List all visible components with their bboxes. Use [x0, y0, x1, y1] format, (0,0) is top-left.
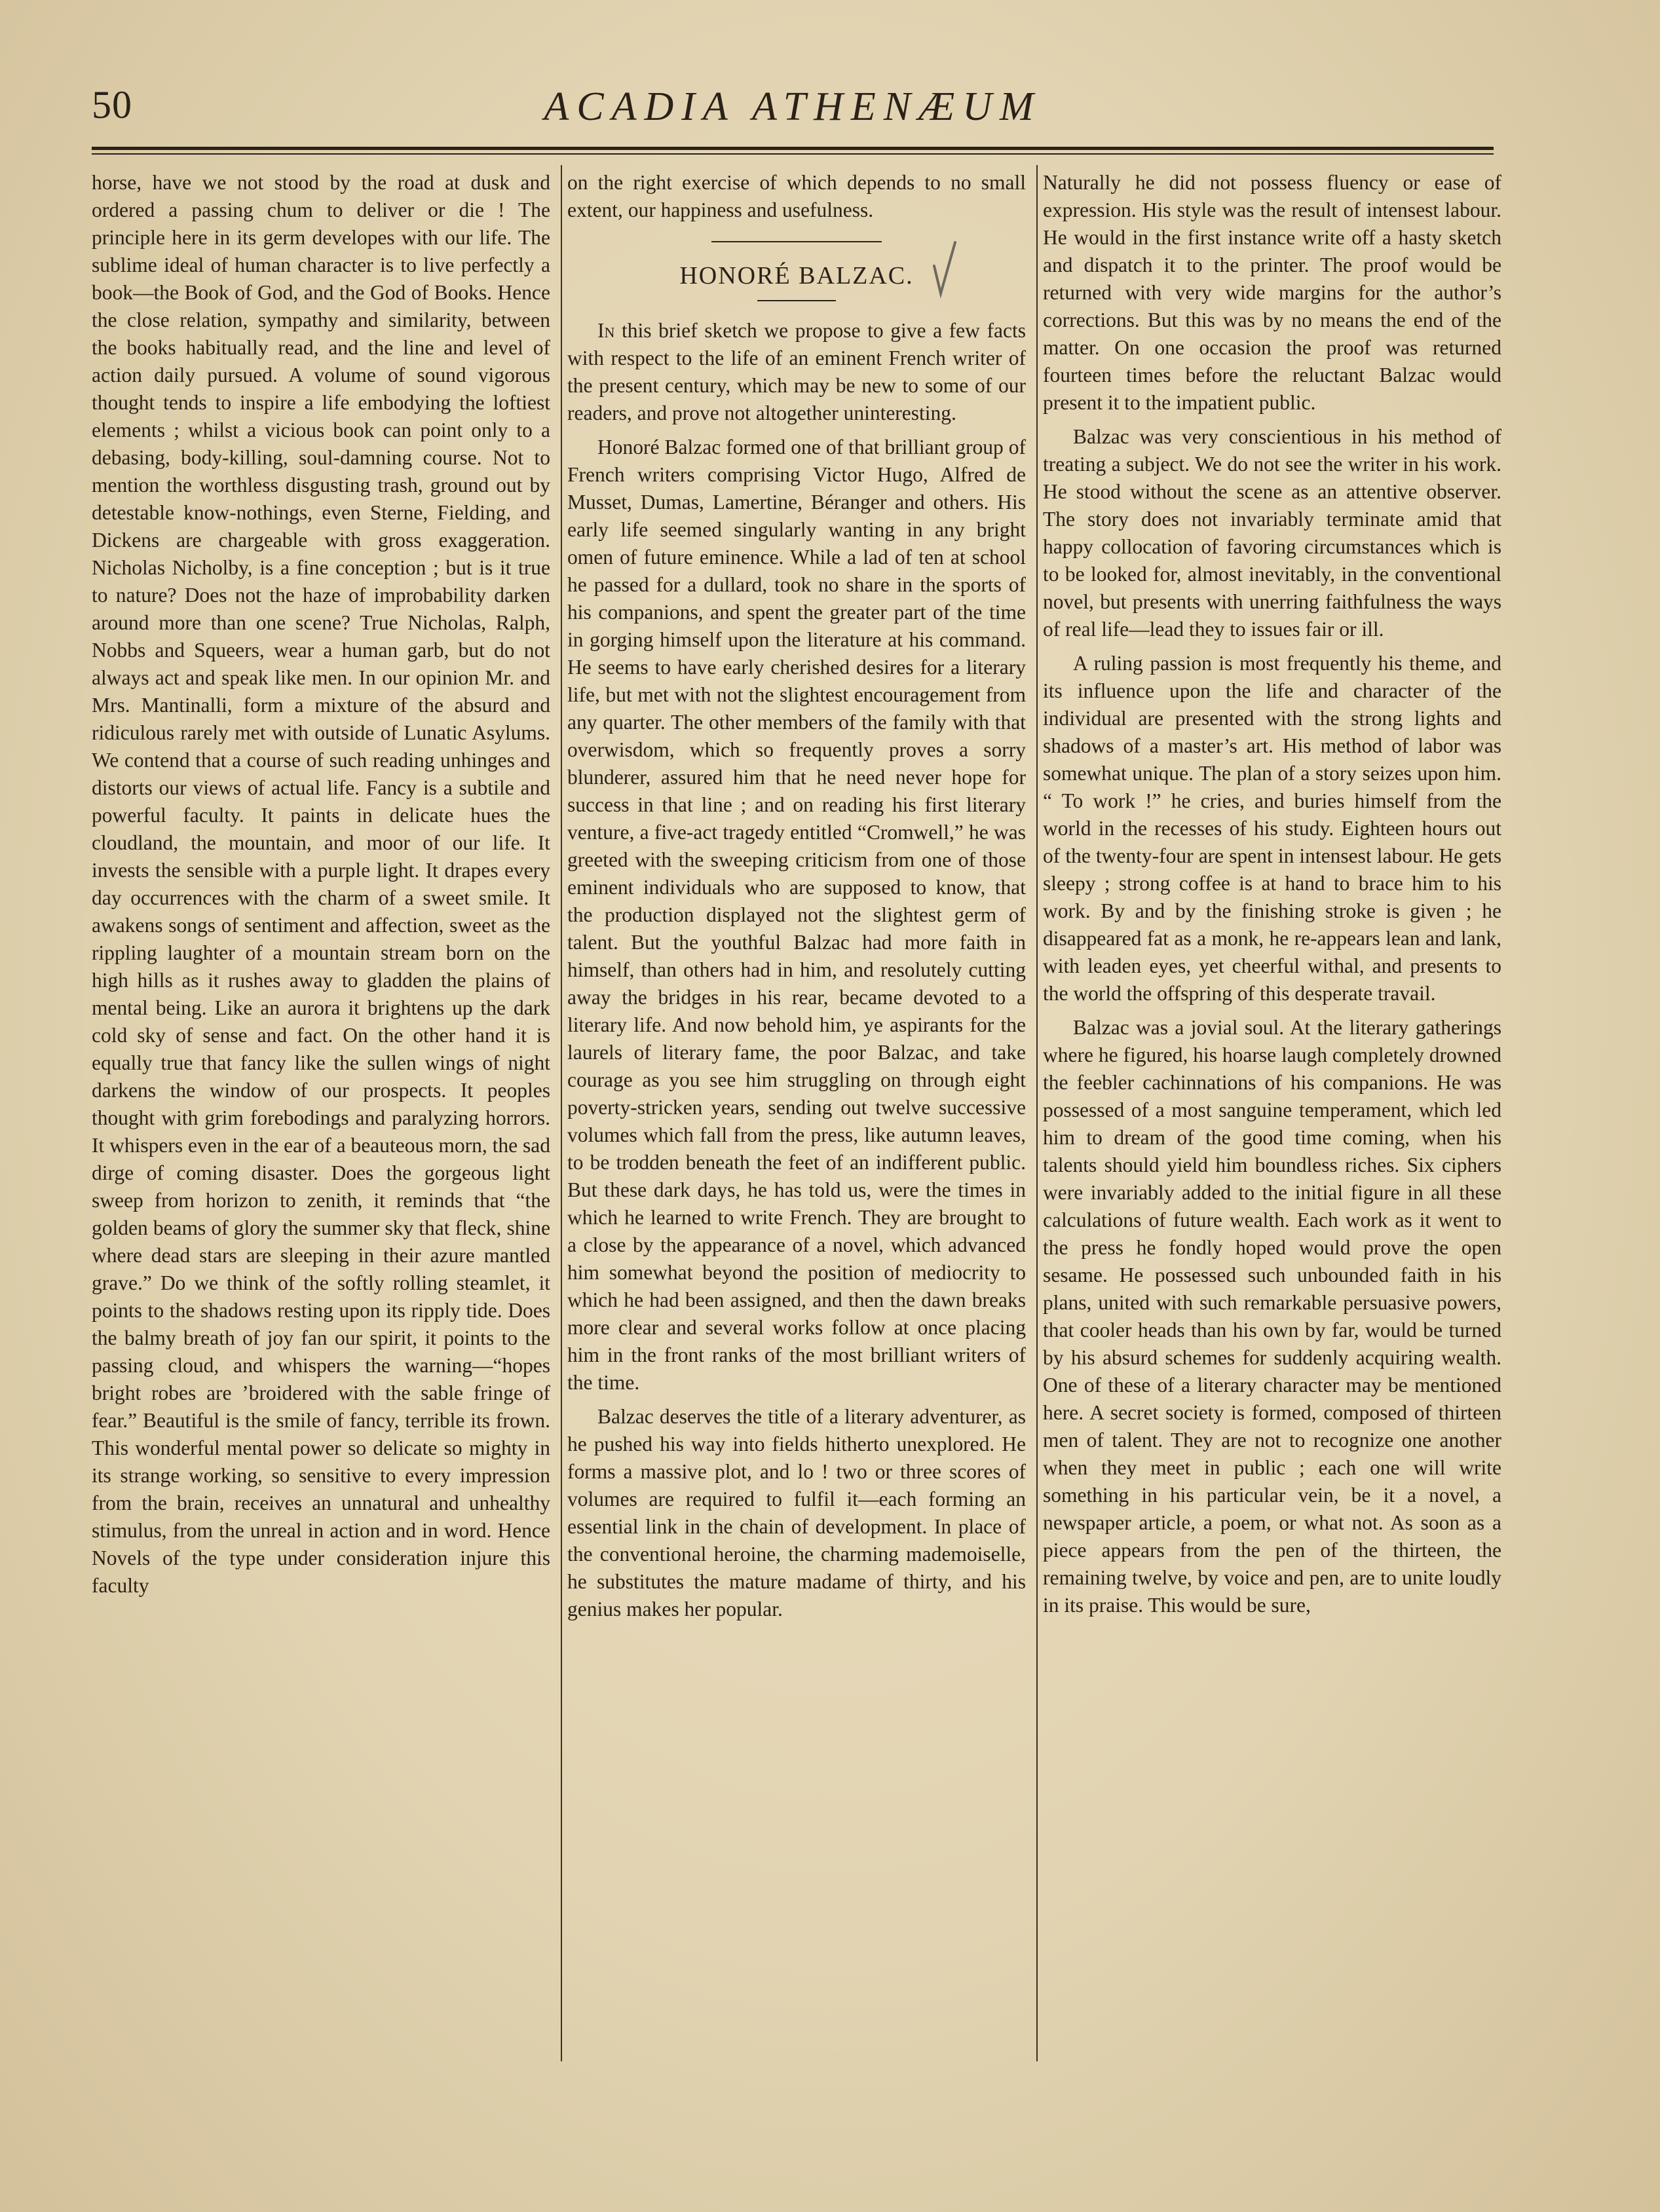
col1-paragraph: horse, have we not stood by the road at dusk and ordered a passing chum to deliver or die ! The principle here in its germ developes with our life. The sublime ideal of human character is to live perfectly a book—the Book of God, and the God of Books. Hence the close relation, sympathy and similarity, between the books habitually read, and the line and level of action daily pursued. A volume of sound vigorous thought tends to inspire a life embodying the loftiest elements ; whilst a vicious book can point only to a debasing, body-killing, soul-damning course. Not to mention the worthless disgusting trash, ground out by detestable know-nothings, even Sterne, Fielding, and Dickens are chargeable with gross exaggeration. Nicholas Nicholby, is a fine conception ; but is it true to nature? Does not the haze of improbability darken around more than one scene? True Nicholas, Ralph, Nobbs and Squeers, wear a human garb, but do not always act and speak like men. In our opinion Mr. and Mrs. Mantinalli, form a mixture of the absurd and ridiculous rarely met with outside of Lunatic Asylums. We contend that a course of such reading unhinges and distorts our views of actual life. Fancy is a subtile and powerful faculty. It paints in delicate hues the cloudland, the mountain, and moor of our life. It invests the sensible with a purple light. It drapes every day occurrences with the charm of a sweet smile. It awakens songs of sentiment and affection, sweet as the rippling laughter of a mountain stream born on the high hills as it rushes away to gladden the plains of mental being. Like an aurora it brightens up the dark cold sky of sense and fact. On the other hand it is equally true that fancy like the sullen wings of night darkens the window of our prospects. It peoples thought with grim forebodings and paralyzing horrors. It whispers even in the ear of a beauteous morn, the sad dirge of coming disaster. Does the gorgeous light sweep from horizon to zenith, it reminds that “the golden beams of glory the summer sky that fleck, shine where dead stars are sleeping in their azure mantled grave.” Do we think of the softly rolling steamlet, it points to the shadows resting upon its ripply tide. Does the balmy breath of joy fan our spirit, it points to the passing cloud, and whispers the warning—“hopes bright robes are ’broidered with the sable fringe of fear.” Beautiful is the smile of fancy, terrible its frown. This wonderful mental power so delicate so mighty in its strange working, so sensitive to every impression from the brain, receives an unnatural and unhealthy stimulus, from the unreal in action and in word. Hence Novels of the type under consideration injure this faculty	[92, 171, 550, 1597]
col3-paragraph: Balzac was a jovial soul. At the literary gatherings where he figured, his hoarse laugh completely drowned the feebler cachinnations of his companions. He was possessed of a most sanguine temperament, which led him to dream of the good time coming, when his talents should yield him boundless riches. Six ciphers were invariably added to the initial figure in all these calculations of future wealth. Each work as it went to the press he fondly hoped would prove the open sesame. He possessed such unbounded faith in his plans, united with such remarkable persuasive powers, that cooler heads than his own by far, would be turned by his absurd schemes for suddenly acquiring wealth. One of these of a literary character may be mentioned here. A secret society is formed, composed of thirteen men of talent. They are not to recognize one another when they meet in public ; each one will write something in his particular vein, be it a novel, a newspaper article, a poem, or what not. As soon as a piece appears from the pen of the thirteen, the remaining twelve, by voice and pen, are to unite loudly in its praise. This would be sure,	[1043, 1016, 1501, 1617]
article-intro	[567, 317, 1026, 427]
checkmark-icon	[932, 240, 958, 299]
title-underline	[757, 300, 836, 301]
column-1	[92, 169, 550, 2055]
col2-paragraph: Balzac deserves the title of a literary adventurer, as he pushed his way into fields hitherto unexplored. He forms a massive plot, and lo ! two or three scores of volumes are required to fulfil it—each forming an essential link in the chain of development. In place of the conventional heroine, the charming mademoiselle, he substitutes the mature madame of thirty, and his genius makes her popular.	[567, 1405, 1026, 1621]
header-rule-thin	[92, 153, 1494, 155]
article-title: HONORÉ BALZAC.	[679, 262, 914, 290]
col3-paragraph: Naturally he did not possess fluency or ease of expression. His style was the result of intensest labour. He would in the first instance write off a hasty sketch and dispatch it to the printer. The proof would be returned with very wide margins for the author’s corrections. But this was by no means the end of the matter. On one occasion the proof was returned fourteen times before the reluctant Balzac would present it to the impatient public.	[1043, 171, 1501, 414]
column-divider-2	[1036, 165, 1038, 2061]
col3-paragraph: Balzac was very conscientious in his method of treating a subject. We do not see the writer in his work. He stood without the scene as an attentive observer. The story does not invariably terminate amid that happy collocation of favoring circumstances which is to be looked for, almost inevitably, in the conventional novel, but presents with unerring faithfulness the ways of real life—lead they to issues fair or ill.	[1043, 425, 1501, 641]
column-3	[1043, 169, 1501, 2055]
column-2	[567, 169, 1026, 2055]
section-divider	[711, 241, 882, 242]
header-rule-thick	[92, 147, 1494, 150]
intro-first-word: In	[597, 319, 615, 342]
page-header	[92, 77, 1494, 143]
col3-paragraph: A ruling passion is most frequently his theme, and its influence upon the life and character of the individual are presented with the strong lights and shadows of a master’s art. His method of labor was somewhat unique. The plan of a story seizes upon him. “ To work !” he cries, and buries himself from the world in the recesses of his study. Eighteen hours out of the twenty-four are spent in intensest labour. He gets sleepy ; strong coffee is at hand to brace him to his work. By and by the finishing stroke is given ; he disappeared fat as a monk, he re-appears lean and lank, with leaden eyes, yet cheerful withal, and presents to the world the offspring of this desperate travail.	[1043, 652, 1501, 1005]
page-number: 50	[92, 83, 132, 126]
intro-text: this brief sketch we propose to give a few facts with respect to the life of an eminent French writer of the present century, which may be new to some of our readers, and prove not altogether uninteresting.	[567, 319, 1026, 424]
col2-paragraph: Honoré Balzac formed one of that brilliant group of French writers comprising Victor Hugo, Alfred de Musset, Dumas, Lamertine, Béranger and others. His early life seemed singularly wanting in any bright omen of future eminence. While a lad of ten at school he passed for a dullard, took no share in the sports of his companions, and spent the greater part of the time in gorging himself upon the literature at his command. He seems to have early cherished desires for a literary life, but met with not the slightest encouragement from any quarter. The other members of the family with that overwisdom, which so frequently proves a sorry blunderer, assured him that he need never hope for success in that line ; and on reading his first literary venture, a five-act tragedy entitled “Cromwell,” he was greeted with the sweeping criticism from one of those eminent individuals who are supposed to know, that the production displayed not the slightest germ of talent. But the youthful Balzac had more faith in himself, than others had in him, and resolutely cutting away the bridges in his rear, became devoted to a literary life. And now behold him, ye aspirants for the laurels of literary fame, the poor Balzac, and take courage as you see him struggling on through eight poverty-stricken years, sending out twelve successive volumes which fall from the press, like autumn leaves, to be trodden beneath the feet of an indifferent public. But these dark days, he has told us, were the times in which he learned to write French. They are brought to a close by the appearance of a novel, which advanced him somewhat beyond the position of mediocrity to which he had been assigned, and then the dawn breaks more clear and several works follow at once placing him in the front ranks of the most brilliant writers of the time.	[567, 436, 1026, 1394]
journal-title: ACADIA ATHENÆUM	[544, 84, 1042, 129]
col2-lead-paragraph: on the right exercise of which depends to no small extent, our happiness and usefulness.	[567, 171, 1026, 221]
column-divider-1	[561, 165, 562, 2061]
